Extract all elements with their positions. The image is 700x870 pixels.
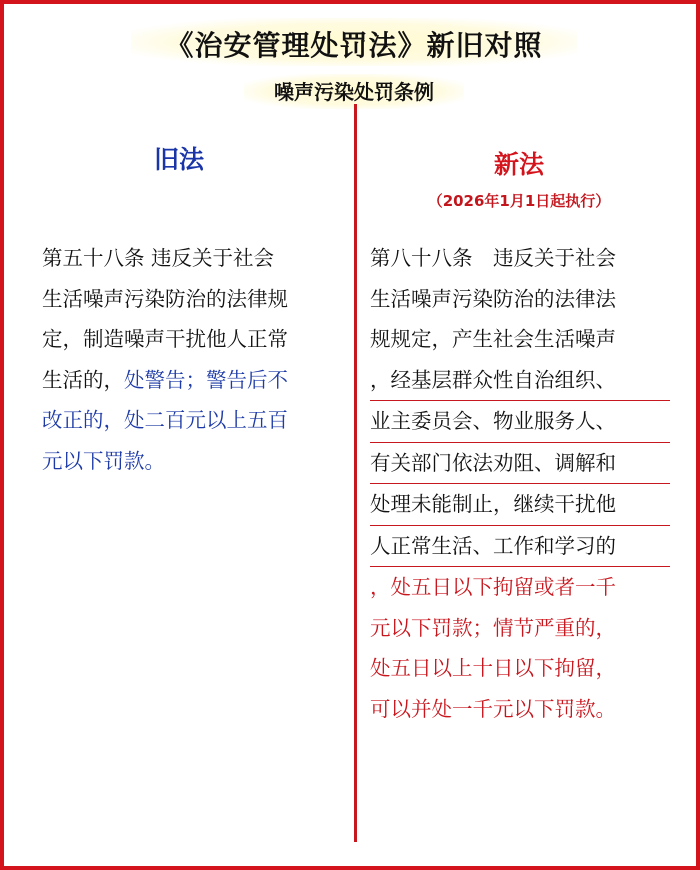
old-law-line (42, 279, 348, 320)
old-law-text (42, 238, 348, 481)
new-law-penalty: 可以并处一千元以下罚款。 (370, 696, 616, 721)
old-law-line (42, 319, 348, 360)
new-law-line-black: 规规定，产生社会生活噪声 (370, 327, 616, 351)
new-law-line-underlined (370, 484, 670, 526)
new-law-line-black: 业主委员会、物业服务人、 (370, 409, 616, 433)
new-law-heading: 新法 (493, 150, 544, 179)
old-law-line (42, 400, 348, 441)
old-law-line-black: 生活噪声污染防治的法律规 (42, 286, 288, 311)
title-area (4, 18, 700, 66)
new-law-line-underlined (370, 401, 670, 443)
new-law-line (370, 319, 670, 360)
new-law-line (370, 238, 670, 279)
new-law-effective-date: （2026年1月1日起执行） (427, 192, 611, 210)
new-law-line-black: 生活噪声污染防治的法律法 (370, 286, 616, 311)
new-law-line (370, 567, 670, 608)
new-law-penalty: 元以下罚款；情节严重的， (370, 615, 616, 640)
new-law-line (370, 689, 670, 730)
column-divider (354, 104, 357, 842)
new-law-line-black: 处理未能制止，继续干扰他 (370, 492, 616, 516)
new-law-line-underlined (370, 360, 670, 402)
new-law-line-black: ，经基层群众性自治组织、 (370, 367, 616, 392)
new-law-line (370, 279, 670, 320)
new-law-line-underlined (370, 526, 670, 568)
page-title: 《治安管理处罚法》新旧对照 (131, 18, 576, 66)
new-law-penalty: 处五日以上十日以下拘留， (370, 656, 616, 680)
new-law-line (370, 648, 670, 689)
old-law-line-black: 生活的， (42, 367, 124, 392)
old-law-penalty: 改正的，处二百元以上五百 (42, 408, 288, 432)
new-law-text (370, 238, 670, 729)
new-law-penalty: ，处五日以下拘留或者一千 (370, 575, 616, 599)
old-law-line-black: 定，制造噪声干扰他人正常 (42, 327, 288, 351)
page-subtitle: 噪声污染处罚条例 (244, 74, 464, 109)
old-law-line (42, 360, 348, 401)
new-law-line-black: 有关部门依法劝阻、调解和 (370, 450, 616, 475)
new-law-line-black: 第八十八条 违反关于社会 (370, 246, 616, 270)
old-law-penalty: 元以下罚款。 (42, 448, 165, 473)
old-law-line-black: 第五十八条 违反关于社会 (42, 246, 275, 270)
old-law-line (42, 238, 348, 279)
old-law-line (42, 441, 348, 482)
old-law-penalty: 处警告；警告后不 (124, 367, 288, 392)
subtitle-area (4, 74, 700, 109)
new-law-line-black: 人正常生活、工作和学习的 (370, 533, 616, 558)
old-law-heading: 旧法 (153, 145, 204, 174)
new-law-line-underlined (370, 443, 670, 485)
new-law-line (370, 608, 670, 649)
